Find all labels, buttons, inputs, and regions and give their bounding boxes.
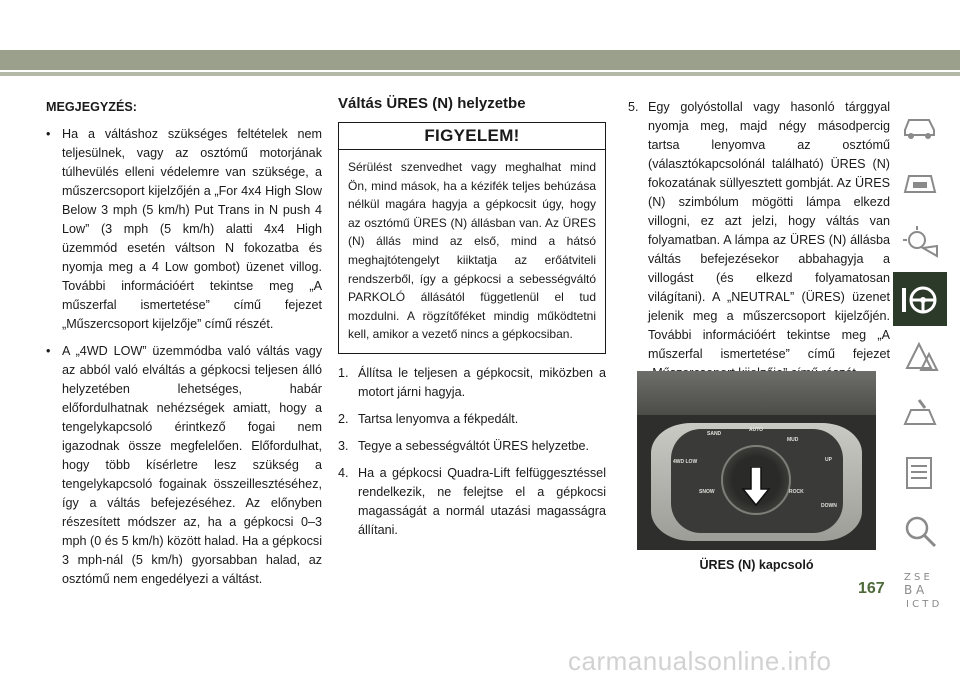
step-item-5: 5. Egy golyóstollal vagy hasonló tárggyal nyomja meg, majd négy másodpercig tartsa lenyomva az osztómű (választókapcsolónál található) ÜRES (N) fokozatának süllyesztett gombját. Az ÜRES (N) szimbólum mögötti lámpa elkezd villogni, ez azt jelzi, hogy váltás van folyamatban. A lámpa az ÜRES (N) állásba váltás befejezésekor abbahagyja a villogást (és elkezd folyamatosan világítani). A „NEUTRAL” (ÜRES) üzenet jelenik meg a műszercsoport kijelzőjén. További információért tekintse meg „A műszerfal ismertetése” című fejezet	[628, 100, 890, 361]
note-bullet-2: • A „4WD LOW” üzemmódba való váltás vagy az abból való elváltás a gépkocsi teljesen álló helyzetében lehetséges, habár előfordulhatnak nehézségek amiatt, hogy a tengelykapcsoló érintkező fogai nem igazodnak össze megfelelően. Előfordulhat, hogy több kísérletre lesz szükség a tengelykapcsoló fogainak összeillesztéséhez, így a váltás befejezéséhez. Az előnyben részesített módszer az, ha a gépkocsi 0–3 mph (0 és 5 km/h) között halad. Ha a gépkocsi 3 mph-nál (5 km/h) gyorsabban halad, az osztómű nem engedélyezi a váltást.	[46, 344, 322, 586]
service-icon	[899, 394, 941, 436]
photo-console-bar	[637, 371, 876, 415]
right-column	[628, 98, 890, 383]
watermark-band	[0, 640, 960, 678]
header-thin-stripe	[0, 72, 960, 76]
step-item: 2. Tartsa lenyomva a fékpedált.	[338, 411, 519, 426]
photo-label-down: DOWN	[821, 503, 837, 509]
step-item: 3. Tegye a sebességváltót ÜRES helyzetbe.	[338, 438, 590, 453]
warning-text: Sérülést szenvedhet vagy meghalhat mind Ön, mind mások, ha a kézifék teljes behúzása nélkül magára hagyja a gépkocsit úgy, hogy az osztómű ÜRES (N) állásban van. Az ÜRES (N) állás mind az első, mind a hátsó meghajtótengelyt kiiktatja az erőátviteli rendszerből, így a gépkocsi a sebességváltó PARKOLÓ állásától függetlenül el tud mozdulni. A rögzítőféket mindig működtetni kell, amikor a vezető nincs a gépkocsiban.	[348, 160, 596, 342]
svg-text:I C T D: I C T D	[906, 599, 940, 610]
starting-driving-icon	[899, 278, 941, 320]
watermark-text: carmanualsonline.info	[568, 646, 832, 676]
arrow-down-icon	[741, 467, 771, 507]
photo-label-4wd-low: 4WD LOW	[673, 459, 698, 465]
sidebar-tab-starting-driving[interactable]	[893, 272, 947, 326]
language-index-icon	[899, 568, 941, 610]
sidebar-tab-instruments[interactable]	[893, 214, 947, 268]
instrument-gauge-icon	[899, 220, 941, 262]
svg-text:Z S E: Z S E	[904, 572, 930, 583]
photo-label-snow: SNOW	[699, 489, 715, 495]
sidebar-tab-interior[interactable]	[893, 156, 947, 210]
photo-label-mud: MUD	[787, 437, 799, 443]
car-interior-icon	[899, 162, 941, 204]
neutral-switch-photo	[637, 371, 876, 550]
steps-list	[338, 364, 606, 540]
specifications-icon	[899, 452, 941, 494]
section-title: Váltás ÜRES (N) helyzetbe	[338, 95, 526, 112]
warning-title: FIGYELEM!	[339, 123, 605, 150]
sidebar-tab-specifications[interactable]	[893, 446, 947, 500]
step-item: 1. Állítsa le teljesen a gépkocsit, miközben a motort járni hagyja.	[338, 365, 606, 399]
photo-label-sand: SAND	[707, 431, 722, 437]
photo-label-rock: ROCK	[789, 489, 804, 495]
svg-text:B A: B A	[904, 583, 925, 597]
sidebar-tab-emergency[interactable]	[893, 330, 947, 384]
top-band	[0, 0, 960, 80]
step-item: 4. Ha a gépkocsi Quadra-Lift felfüggesztéssel rendelkezik, ne felejtse el a gépkocsi magasságát a normál utazási magasságra állítani.	[338, 465, 606, 537]
left-column	[46, 98, 322, 597]
photo-label-auto: AUTO	[749, 427, 764, 433]
sidebar-tab-exterior[interactable]	[893, 98, 947, 152]
sidebar-tab-service[interactable]	[893, 388, 947, 442]
car-exterior-icon	[899, 104, 941, 146]
note-title: MEGJEGYZÉS:	[46, 100, 137, 114]
note-bullet-1: • Ha a váltáshoz szükséges feltételek nem teljesülnek, vagy az osztómű motorjának túlhevülés elleni védelemre van szüksége, a műszercsoport kijelzőjén a „For 4x4 High Slow Below 3 mph (5 km/h) Put Trans in N push 4 Low” (3 mph (5 km/h) alatti 4x4 High üzemmód esetén váltson N fokozatba és nyomja meg a 4 Low gombot) üzenet villog. További információért tekintse meg „A műszerfal ismertetése” című fejezet „Műszercsoport kijelzője” című részét.	[46, 127, 322, 331]
search-index-icon	[899, 510, 941, 552]
emergency-icon	[899, 336, 941, 378]
sidebar-tab-search[interactable]	[893, 504, 947, 558]
sidebar-tab-language-index[interactable]	[893, 562, 947, 616]
header-stripe	[0, 50, 960, 70]
photo-label-up: UP	[825, 457, 832, 463]
chapter-sidebar	[893, 98, 960, 620]
middle-column	[338, 95, 606, 548]
warning-box	[338, 122, 606, 354]
page-number: 167	[858, 580, 885, 597]
photo-caption: ÜRES (N) kapcsoló	[699, 558, 814, 572]
